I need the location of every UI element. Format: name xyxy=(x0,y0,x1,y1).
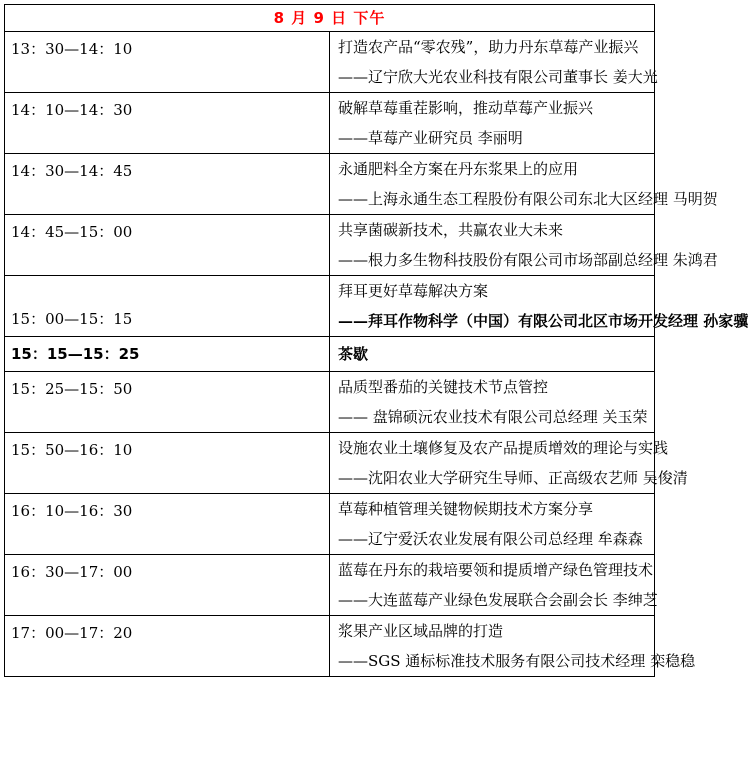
date-header: 8 月 9 日 下午 xyxy=(5,5,655,32)
time-cell: 15：15—15：25 xyxy=(5,337,330,372)
table-row xyxy=(5,372,655,433)
table-row xyxy=(5,32,655,93)
speaker-text: ——SGS 通标标准技术服务有限公司技术经理 栾稳稳 xyxy=(338,652,696,670)
time-cell: 15：50—16：10 xyxy=(5,433,330,494)
topic-text: 破解草莓重茬影响，推动草莓产业振兴 xyxy=(338,99,594,117)
speaker-text: —— 盘锦硕沅农业技术有限公司总经理 关玉荣 xyxy=(338,408,648,426)
topic-text: 永通肥料全方案在丹东浆果上的应用 xyxy=(338,160,579,178)
content-cell xyxy=(330,93,655,154)
table-row xyxy=(5,276,655,337)
content-cell xyxy=(330,555,658,616)
content-cell xyxy=(330,32,658,93)
break-label: 茶歇 xyxy=(330,337,655,372)
table-row xyxy=(5,555,655,616)
content-cell xyxy=(330,276,748,337)
header-row xyxy=(5,5,655,32)
topic-text: 浆果产业区域品牌的打造 xyxy=(338,622,504,640)
time-cell: 16：30—17：00 xyxy=(5,555,330,616)
table-row xyxy=(5,616,655,677)
content-cell xyxy=(330,372,655,433)
topic-text: 打造农产品“零农残”，助力丹东草莓产业振兴 xyxy=(338,38,639,56)
time-cell: 17：00—17：20 xyxy=(5,616,330,677)
speaker-text: ——沈阳农业大学研究生导师、正高级农艺师 吴俊清 xyxy=(338,469,688,487)
time-cell: 16：10—16：30 xyxy=(5,494,330,555)
topic-text: 拜耳更好草莓解决方案 xyxy=(338,282,489,300)
time-cell: 14：10—14：30 xyxy=(5,93,330,154)
time-cell: 13：30—14：10 xyxy=(5,32,330,93)
table-row xyxy=(5,215,655,276)
table-row xyxy=(5,154,655,215)
topic-text: 草莓种植管理关键物候期技术方案分享 xyxy=(338,500,594,518)
speaker-text: ——根力多生物科技股份有限公司市场部副总经理 朱鸿君 xyxy=(338,251,718,269)
schedule-table xyxy=(4,4,748,677)
topic-text: 共享菌碳新技术，共赢农业大未来 xyxy=(338,221,564,239)
table-row xyxy=(5,494,655,555)
topic-text: 设施农业土壤修复及农产品提质增效的理论与实践 xyxy=(338,439,669,457)
break-row xyxy=(5,337,655,372)
speaker-text: ——大连蓝莓产业绿色发展联合会副会长 李绅芝 xyxy=(338,591,658,609)
speaker-text: ——辽宁爱沃农业发展有限公司总经理 牟森森 xyxy=(338,530,643,548)
content-cell xyxy=(330,494,655,555)
time-cell: 14：45—15：00 xyxy=(5,215,330,276)
speaker-text: ——草莓产业研究员 李丽明 xyxy=(338,129,523,147)
content-cell xyxy=(330,154,718,215)
time-cell: 15：00—15：15 xyxy=(5,276,330,337)
table-row xyxy=(5,433,655,494)
content-cell xyxy=(330,433,688,494)
schedule-sheet xyxy=(4,4,748,677)
speaker-text: ——辽宁欣大光农业科技有限公司董事长 姜大光 xyxy=(338,68,658,86)
topic-text: 品质型番茄的关键技术节点管控 xyxy=(338,378,549,396)
time-cell: 15：25—15：50 xyxy=(5,372,330,433)
table-row xyxy=(5,93,655,154)
speaker-text: ——拜耳作物科学（中国）有限公司北区市场开发经理 孙家骥 xyxy=(338,312,748,330)
topic-text: 蓝莓在丹东的栽培要领和提质增产绿色管理技术 xyxy=(338,561,654,579)
content-cell xyxy=(330,616,696,677)
time-cell: 14：30—14：45 xyxy=(5,154,330,215)
speaker-text: ——上海永通生态工程股份有限公司东北大区经理 马明贺 xyxy=(338,190,718,208)
content-cell xyxy=(330,215,718,276)
